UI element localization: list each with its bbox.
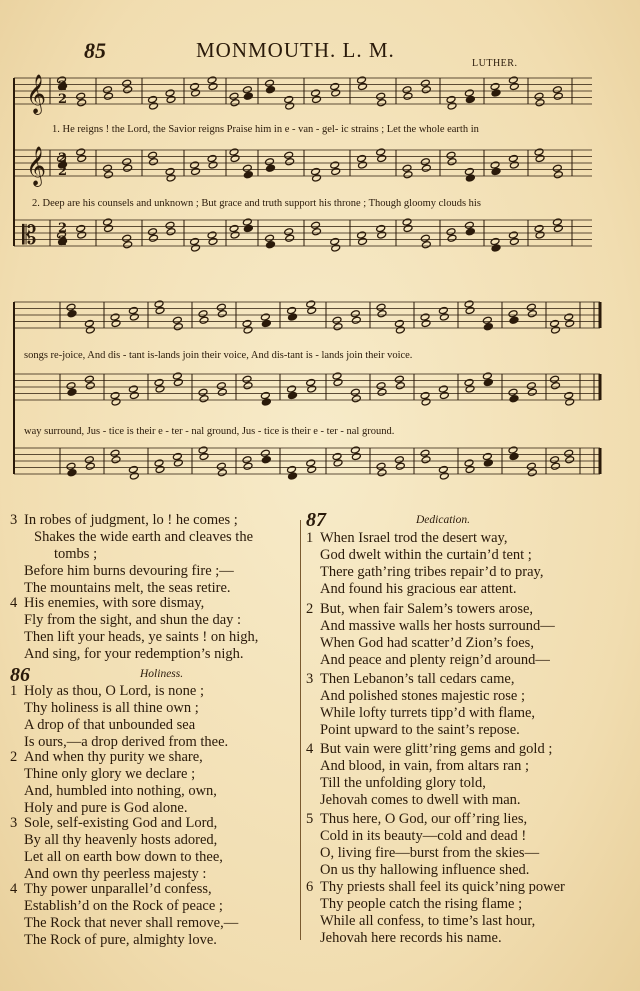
verse-line: And peace and plenty reign’d around— <box>320 652 550 668</box>
verse-number: 6 <box>306 879 314 895</box>
verse-line: On us thy hallowing influence shed. <box>320 862 530 878</box>
verse-line: Then lift your heads, ye saints ! on high, <box>24 629 259 645</box>
verse-line: When Israel trod the desert way, <box>320 530 508 546</box>
time-signature: 2 <box>58 151 68 166</box>
verse-number: 1 <box>10 683 18 699</box>
verse-line: Holy as thou, O Lord, is none ; <box>24 683 205 699</box>
verse-line: The mountains melt, the seas retire. <box>24 580 231 596</box>
verse-line: While all confess, to time’s last hour, <box>320 913 536 929</box>
verse-line: O, living fire—burst from the skies— <box>320 845 540 861</box>
verse-number: 4 <box>10 595 18 611</box>
verse-number: 4 <box>10 881 18 897</box>
composer-name: LUTHER. <box>472 58 518 69</box>
time-signature: 2 <box>58 92 68 107</box>
verse-line: Establish’d on the Rock of peace ; <box>24 898 223 914</box>
verse-line: Let all on earth bow down to thee, <box>24 849 223 865</box>
system1-lyric-verse1: 1. He reigns ! the Lord, the Savior reigns Praise him in e - van - gel- ic strains ; Let the whole earth in <box>52 124 479 135</box>
verse-number: 5 <box>306 811 314 827</box>
verse-line: Cold in its beauty—cold and dead ! <box>320 828 527 844</box>
verse-line: The Rock of pure, almighty love. <box>24 932 217 948</box>
verse-line: Holy and pure is God alone. <box>24 800 188 816</box>
verse-number: 3 <box>10 512 18 528</box>
verse-line: Thine only glory we declare ; <box>24 766 196 782</box>
verse-line: And own thy peerless majesty : <box>24 866 207 882</box>
verse-line: And polished stones majestic rose ; <box>320 688 525 704</box>
verse-line: Shakes the wide earth and cleaves the <box>34 529 254 545</box>
verse-line: His enemies, with sore dismay, <box>24 595 205 611</box>
clef-icon: 𝄡 <box>22 221 37 251</box>
verse-number: 4 <box>306 741 314 757</box>
verse-line: And when thy purity we share, <box>24 749 203 765</box>
verse-line: Sole, self-existing God and Lord, <box>24 815 218 831</box>
verse-line: While lofty turrets tipp’d with flame, <box>320 705 536 721</box>
time-signature: 2 <box>58 234 68 249</box>
verse-number: 3 <box>10 815 18 831</box>
time-signature: 2 <box>58 164 68 179</box>
verse-line: Thy power unparallel’d confess, <box>24 881 212 897</box>
verse-number: 1 <box>306 530 314 546</box>
verse-line: But vain were glitt’ring gems and gold ; <box>320 741 553 757</box>
verse-number: 3 <box>306 671 314 687</box>
verse-line: Then Lebanon’s tall cedars came, <box>320 671 515 687</box>
tune-title: MONMOUTH. L. M. <box>196 38 395 62</box>
system2-lyric-verse2: way surround, Jus - tice is their e - ter - nal ground, Jus - tice is their e - ter - nal ground. <box>24 426 395 437</box>
verse-line: And sing, for your redemption’s nigh. <box>24 646 244 662</box>
time-signature: 2 <box>58 221 68 236</box>
hymn-number-87: 87 <box>306 509 326 531</box>
system1-lyric-verse2: 2. Deep are his counsels and unknown ; But grace and truth support his throne ; Though gloomy clouds his <box>32 198 481 209</box>
verse-line: A drop of that unbounded sea <box>24 717 196 733</box>
hymn-number-86: 86 <box>10 664 30 686</box>
page-number: 85 <box>84 38 106 63</box>
verse-line: Thus here, O God, our off’ring lies, <box>320 811 528 827</box>
verse-line: tombs ; <box>54 546 98 562</box>
verse-number: 2 <box>306 601 314 617</box>
verse-line: But, when fair Salem’s towers arose, <box>320 601 534 617</box>
verse-line: Jehovah comes to dwell with man. <box>320 792 521 808</box>
verse-number: 2 <box>10 749 18 765</box>
verse-line: There gath’ring tribes repair’d to pray, <box>320 564 544 580</box>
clef-icon: 𝄞 <box>26 146 47 186</box>
hymn-title-87: Dedication. <box>416 514 470 526</box>
column-divider <box>300 520 301 940</box>
verse-line: Point upward to the saint’s repose. <box>320 722 520 738</box>
verse-line: Till the unfolding glory told, <box>320 775 486 791</box>
verse-line: And, humbled into nothing, own, <box>24 783 217 799</box>
verse-line: God dwelt within the curtain’d tent ; <box>320 547 532 563</box>
verse-line: Before him burns devouring fire ;— <box>24 563 234 579</box>
clef-icon: 𝄞 <box>26 74 47 114</box>
verse-line: In robes of judgment, lo ! he comes ; <box>24 512 238 528</box>
verse-line: And blood, in vain, from altars ran ; <box>320 758 529 774</box>
verse-line: Thy people catch the rising flame ; <box>320 896 523 912</box>
verse-line: By all thy heavenly hosts adored, <box>24 832 218 848</box>
verse-line: Fly from the sight, and shun the day : <box>24 612 242 628</box>
time-signature: 2 <box>58 79 68 94</box>
system2-lyric-verse1: songs re-joice, And dis - tant is-lands join their voice, And dis-tant is - lands join their voice. <box>24 350 413 361</box>
verse-line: The Rock that never shall remove,— <box>24 915 239 931</box>
verse-line: Is ours,—a drop derived from thee. <box>24 734 229 750</box>
hymn-title-86: Holiness. <box>140 668 184 680</box>
verse-line: When God had scatter’d Zion’s foes, <box>320 635 534 651</box>
verse-line: Jehovah here records his name. <box>320 930 502 946</box>
verse-line: Thy holiness is all thine own ; <box>24 700 199 716</box>
verse-line: And massive walls her hosts surround— <box>320 618 555 634</box>
verse-line: And found his gracious ear attent. <box>320 581 517 597</box>
verse-line: Thy priests shall feel its quick’ning power <box>320 879 565 895</box>
